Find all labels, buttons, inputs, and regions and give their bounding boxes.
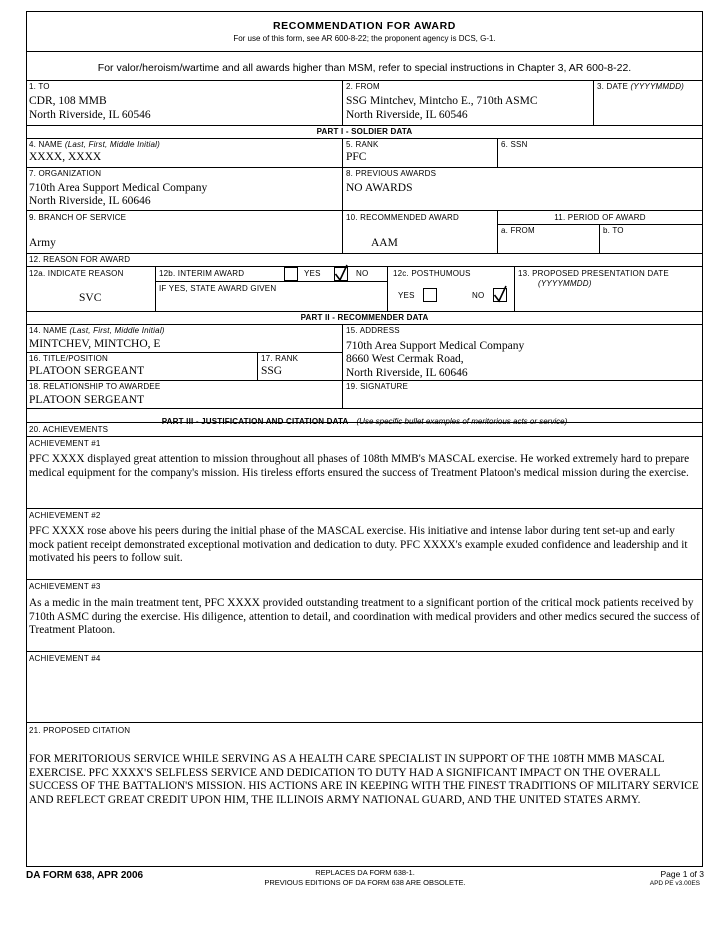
presentation-date-hint: (YYYYMMDD) xyxy=(538,279,592,288)
recommender-rank-label: 17. RANK xyxy=(261,354,299,363)
interim-yes-checkbox[interactable] xyxy=(284,267,298,281)
posthumous-yes-label: YES xyxy=(398,291,415,300)
achievement-1-text[interactable]: PFC XXXX displayed great attention to mission throughout all phases of 108th MMB's MASCAL exercise. He worked extremely hard to prepare medical equipment for the company's mission. His tireless efforts ensured the success of Treatment Platoon's medical mission during the exercise. xyxy=(29,453,690,479)
posthumous-no-checkbox[interactable] xyxy=(493,288,507,302)
title-position-field[interactable]: PLATOON SERGEANT xyxy=(29,365,145,377)
part-2-title: PART II - RECOMMENDER DATA xyxy=(300,313,429,322)
achievement-3-label: ACHIEVEMENT #3 xyxy=(29,582,101,591)
organization-line-2[interactable]: North Riverside, IL 60646 xyxy=(29,195,151,207)
signature-field[interactable] xyxy=(345,393,699,407)
interim-no-checkbox[interactable] xyxy=(334,267,348,281)
to-line-2[interactable]: North Riverside, IL 60546 xyxy=(29,109,151,121)
interim-award-given-label: IF YES, STATE AWARD GIVEN xyxy=(159,284,277,293)
organization-line-1[interactable]: 710th Area Support Medical Company xyxy=(29,182,208,194)
to-line-1[interactable]: CDR, 108 MMB xyxy=(29,95,107,107)
period-from-label: a. FROM xyxy=(501,226,535,235)
page-number: Page 1 of 3 xyxy=(660,869,704,879)
indicate-reason-label: 12a. INDICATE REASON xyxy=(29,269,124,278)
to-label: 1. TO xyxy=(29,82,50,91)
form-version: APD PE v3.00ES xyxy=(649,880,700,887)
address-label: 15. ADDRESS xyxy=(346,326,400,335)
achievement-4-text[interactable] xyxy=(29,668,701,718)
checkmark-icon xyxy=(334,264,348,282)
achievement-3-text[interactable]: As a medic in the main treatment tent, PFC XXXX provided outstanding treatment to a significant portion of the critical mock patients received by 710th ASMC during the exercise. His diligence, attention to detail, and coordination with medical providers and other medics secured the success of Treatment Platoon. xyxy=(29,597,700,636)
soldier-name-field[interactable]: XXXX, XXXX xyxy=(29,151,102,163)
interim-award-label: 12b. INTERIM AWARD xyxy=(159,269,245,278)
interim-no-label: NO xyxy=(356,269,369,278)
posthumous-no-label: NO xyxy=(472,291,485,300)
part-1-title: PART I - SOLDIER DATA xyxy=(316,127,413,136)
checkmark-icon xyxy=(493,285,507,303)
form-subtitle: For use of this form, see AR 600-8-22; the proponent agency is DCS, G-1. xyxy=(233,34,496,43)
achievement-4-label: ACHIEVEMENT #4 xyxy=(29,654,101,663)
form-number: DA FORM 638, APR 2006 xyxy=(26,870,144,881)
address-line-2[interactable]: 8660 West Cermak Road, xyxy=(346,353,464,365)
previous-awards-field[interactable]: NO AWARDS xyxy=(346,182,413,194)
period-of-award-label: 11. PERIOD OF AWARD xyxy=(554,213,646,222)
presentation-date-label: 13. PROPOSED PRESENTATION DATE xyxy=(518,269,669,278)
address-line-3[interactable]: North Riverside, IL 60646 xyxy=(346,367,468,379)
part-3-header xyxy=(26,411,703,429)
branch-label: 9. BRANCH OF SERVICE xyxy=(29,213,127,222)
achievement-2-label: ACHIEVEMENT #2 xyxy=(29,511,101,520)
title-position-label: 16. TITLE/POSITION xyxy=(29,354,109,363)
from-line-1[interactable]: SSG Mintchev, Mintcho E., 710th ASMC xyxy=(346,95,538,107)
address-line-1[interactable]: 710th Area Support Medical Company xyxy=(346,340,525,352)
replaces-note: REPLACES DA FORM 638-1. xyxy=(315,868,415,877)
soldier-rank-field[interactable]: PFC xyxy=(346,151,367,163)
organization-label: 7. ORGANIZATION xyxy=(29,169,102,178)
relationship-field[interactable]: PLATOON SERGEANT xyxy=(29,394,145,406)
previous-awards-label: 8. PREVIOUS AWARDS xyxy=(346,169,437,178)
date-format-hint: (YYYYMMDD) xyxy=(630,82,685,91)
form-title: RECOMMENDATION FOR AWARD xyxy=(273,20,456,32)
relationship-label: 18. RELATIONSHIP TO AWARDEE xyxy=(29,382,161,391)
period-from-field[interactable] xyxy=(500,237,596,251)
interim-yes-label: YES xyxy=(304,269,321,278)
interim-award-given-field[interactable] xyxy=(158,295,384,309)
achievement-2-text[interactable]: PFC XXXX rose above his peers during the initial phase of the MASCAL exercise. His initiative and intense labor during tent set-up and early mock patient receipt demonstrated exceptional motivation and dedication to duty. PFC XXXX's example exuded confidence and leadership and it motivated his peers to follow suit. xyxy=(29,525,688,564)
recommender-name-field[interactable]: MINTCHEV, MINTCHO, E xyxy=(29,338,161,350)
date-label: 3. DATE (YYYYMMDD) xyxy=(597,82,685,91)
signature-label: 19. SIGNATURE xyxy=(346,382,409,391)
ssn-label: 6. SSN xyxy=(501,140,528,149)
special-instruction: For valor/heroism/wartime and all awards higher than MSM, refer to special instructions in Chapter 3, AR 600-8-22. xyxy=(97,62,632,74)
soldier-rank-label: 5. RANK xyxy=(346,140,379,149)
from-label: 2. FROM xyxy=(346,82,380,91)
posthumous-yes-checkbox[interactable] xyxy=(423,288,437,302)
achievements-label: 20. ACHIEVEMENTS xyxy=(29,425,109,434)
recommended-award-field[interactable]: AAM xyxy=(371,237,398,249)
soldier-name-label: 4. NAME (Last, First, Middle Initial) xyxy=(29,140,161,149)
from-line-2[interactable]: North Riverside, IL 60546 xyxy=(346,109,468,121)
branch-field[interactable]: Army xyxy=(29,237,56,249)
posthumous-label: 12c. POSTHUMOUS xyxy=(393,269,471,278)
recommended-award-label: 10. RECOMMENDED AWARD xyxy=(346,213,459,222)
period-to-field[interactable] xyxy=(602,237,700,251)
recommender-rank-field[interactable]: SSG xyxy=(261,365,283,377)
indicate-reason-field[interactable]: SVC xyxy=(79,292,102,304)
period-to-label: b. TO xyxy=(603,226,624,235)
recommender-name-label: 14. NAME (Last, First, Middle Initial) xyxy=(29,326,165,335)
obsolete-note: PREVIOUS EDITIONS OF DA FORM 638 ARE OBSOLETE. xyxy=(264,878,466,887)
proposed-citation-text[interactable]: FOR MERITORIOUS SERVICE WHILE SERVING AS A HEALTH CARE SPECIALIST IN SUPPORT OF THE 108TH MMB MASCAL EXERCISE. PFC XXXX'S SELFLESS SERVICE AND DEDICATION TO DUTY HAD A SIGNIFICANT IMPACT ON THE OVERALL SUCCESS OF THE BATTALION'S MISSION. HIS ACTIONS ARE IN KEEPING WITH THE FINEST TRADITIONS OF MILITARY SERVICE AND REFLECT GREAT CREDIT UPON HIM, THE ILLINOIS ARMY NATIONAL GUARD, AND THE UNITED STATES ARMY. xyxy=(29,753,699,806)
reason-for-award-label: 12. REASON FOR AWARD xyxy=(29,255,131,264)
achievement-1-label: ACHIEVEMENT #1 xyxy=(29,439,101,448)
proposed-citation-label: 21. PROPOSED CITATION xyxy=(29,726,131,735)
presentation-date-field[interactable] xyxy=(517,292,699,306)
